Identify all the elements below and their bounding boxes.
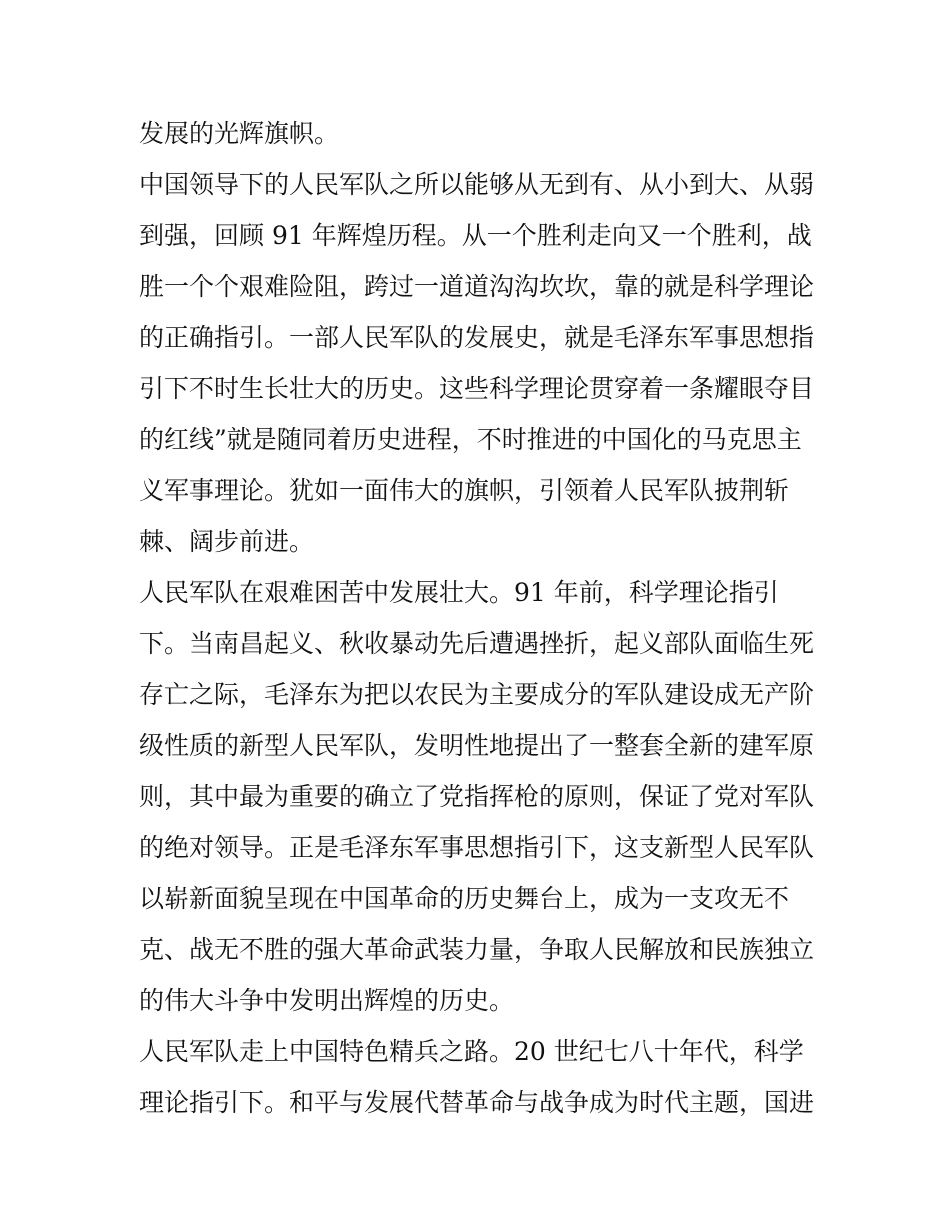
text-line: 棘、阔步前进。 [139,527,315,556]
text-line: 胜一个个艰难险阻，跨过一道道沟沟坎坎，靠的就是科学理论 [139,272,815,301]
text-line: 人民军队走上中国特色精兵之路。20 世纪七八十年代，科学 [139,1037,804,1066]
text-line: 中国领导下的人民军队之所以能够从无到有、从小到大、从弱 [139,170,815,199]
text-line: 人民军队在艰难困苦中发展壮大。91 年前，科学理论指引 [139,578,779,607]
text-line: 以崭新面貌呈现在中国革命的历史舞台上，成为一支攻无不 [139,884,790,913]
text-line: 发展的光辉旗帜。 [139,119,340,148]
body-text [139,108,819,1128]
text-line: 级性质的新型人民军队，发明性地提出了一整套全新的建军原 [139,731,815,760]
text-line: 则，其中最为重要的确立了党指挥枪的原则，保证了党对军队 [139,782,815,811]
text-line: 的伟大斗争中发明出辉煌的历史。 [139,986,515,1015]
text-line: 克、战无不胜的强大革命武装力量，争取人民解放和民族独立 [139,935,815,964]
text-line: 的绝对领导。正是毛泽东军事思想指引下，这支新型人民军队 [139,833,815,862]
text-line: 义军事理论。犹如一面伟大的旗帜，引领着人民军队披荆斩 [139,476,790,505]
text-line: 的红线”就是随同着历史进程，不时推进的中国化的马克思主 [139,425,802,454]
text-line: 下。当南昌起义、秋收暴动先后遭遇挫折，起义部队面临生死 [139,629,815,658]
text-line: 引下不时生长壮大的历史。这些科学理论贯穿着一条耀眼夺目 [139,374,815,403]
text-line: 到强，回顾 91 年辉煌历程。从一个胜利走向又一个胜利，战 [139,221,812,250]
text-line: 理论指引下。和平与发展代替革命与战争成为时代主题，国进 [139,1088,815,1117]
text-line: 的正确指引。一部人民军队的发展史，就是毛泽东军事思想指 [139,323,815,352]
text-line: 存亡之际，毛泽东为把以农民为主要成分的军队建设成无产阶 [139,680,815,709]
